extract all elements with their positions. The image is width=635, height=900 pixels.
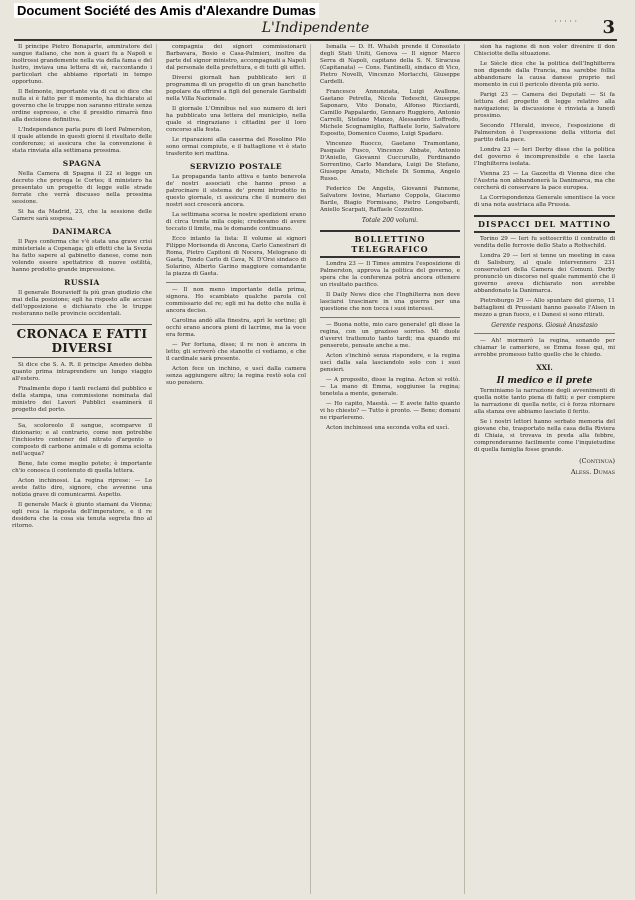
article-paragraph: Diversi giornali han pubblicato ieri il programma di un progetto di un gran banchetto popolare da offrirsi a figli del generale Garibaldi nella Villa Nazionale.: [166, 75, 306, 102]
feuilleton-paragraph: — Ah! mormorò la regina, sonando per chiamar le cameriere, se Emma fosse qui, mi avrebbe promesso tutto quello che le chiedo.: [474, 338, 615, 358]
chapter-number: XXI.: [536, 363, 553, 372]
article-paragraph: L'Independance parla pure di lord Palmerston, il quale attende in questi giorni il risultato delle conferenze; si assicura che la convenzione è stata rinviata alla settimana prossima.: [12, 127, 152, 154]
article-paragraph: Il principe Pietro Bonaparte, ammiratore del sangue italiano, che non à guari fu a Napoli e inoltrossi grandemente nella via della fama e del lustro, inviava una lettera di sè, raccontando i particolari che abbiamo riportati in tempo opportuno.: [12, 44, 152, 85]
divider: [320, 317, 460, 318]
section-heading-danimarca: DANIMARCA: [52, 227, 112, 236]
article-paragraph: Le riparazioni alla caserma del Rosolino Pilo sono ormai compiute, e il battaglione vi è stato trasferito ieri mattina.: [166, 137, 306, 157]
article-paragraph: Finalmente dopo i tanti reclami del pubblico e della stampa, una commissione nominata dal ministro dei Lavori Pubblici esaminerà il progetto del porto.: [12, 386, 152, 413]
article-paragraph: Si ha da Madrid, 23, che la sessione delle Camere sarà sospesa.: [12, 209, 152, 222]
article-paragraph: Vienna 23 — La Gazzetta di Vienna dice che l'Austria non abbandonerà la Danimarca, ma che cercherà di conservare la pace europea.: [474, 171, 615, 191]
subscriber-list: Ismaila — D. H. Whalsh prende il Consolato degli Stati Uniti, Genova — Il signor Marco Serra di Napoli, capitano della S. N. Siracusa (Capitanata) — Cons. Fantinelli, sindaco di Vico, Pietro Novelli, Vincenzo Morlacchi, Giuseppe Cardelli.: [320, 44, 460, 85]
article-paragraph: Il Pays conferma che v'è stata una grave crisi ministeriale a Copenaga; gli effetti che la Svezia ha fatto sapere al gabinetto danese, come non volendo essere spettatrice di nuove ostilità, hanno prodotto grande impressione.: [12, 239, 152, 273]
author-signature: Aless. Dumas: [570, 468, 615, 476]
feuilleton-paragraph: — Buona notte, mio caro generale! gli disse la regina, con un grazioso sorriso. Mi duole d'avervi trattenuto tanto tardi; ma quando mi penserete, pensate anche a me.: [320, 322, 460, 349]
column-1: [12, 44, 157, 894]
subscriber-list: Francesco Annunziata, Luigi Avallone, Gaetano Petrella, Nicola Tedeschi, Giuseppe Saponaro, Vito Donato, Alfonso Ricciardi, Camillo Pappalardo, Gennaro Ruggiero, Antonio Carrelli, Stefano Manzo, Alessandro Loffredo, Michele Scognamiglio, Raffaele Iorio, Salvatore Esposito, Domenico Cuomo, Luigi Spadaro.: [320, 89, 460, 137]
article-paragraph: sion ha ragione di non voler divenire il don Chisciotte della situazione.: [474, 44, 615, 57]
article-paragraph: Parigi 23 — Camera dei Deputati — Si fa lettura del progetto di legge relativo alla navigazione; la discussione è rinviata a lunedì prossimo.: [474, 92, 615, 119]
feuilleton-paragraph: Se i nostri lettori hanno serbato memoria del giovane che, trasportato nella casa della Riviera di Chiaia, si trovava in preda alla febbre, comprenderanno facilmente come l'inquietudine di quella famiglia fosse grande.: [474, 419, 615, 453]
column-3: [320, 44, 465, 894]
feuilleton-paragraph: Terminiamo la narrazione degli avvenimenti di quella notte tanto piena di fatti; e per compiere la narrazione di quella notte, ci è forza ritornare alla stanza ove abbiamo lasciato il ferito.: [474, 388, 615, 415]
document-watermark: Document Société des Amis d'Alexandre Dumas: [14, 3, 319, 18]
feuilleton-paragraph: Carolina andò alla finestra, aprì le sortine; gli occhi erano ancora pieni di lacrime, ma la voce era ferma.: [166, 318, 306, 338]
section-heading-cronaca: CRONACA E FATTI DIVERSI: [12, 324, 152, 358]
subscriber-list: Vincenzo Ruocco, Gaetano Tramontano, Pasquale Fusco, Vincenzo Abbate, Antonio D'Aniello, Giovanni Cuccurullo, Ferdinando Sorrentino, Carlo Mandara, Luigi De Stefano, Giuseppe Amato, Michele Di Somma, Angelo Russo.: [320, 141, 460, 182]
article-paragraph: La propaganda tanto attiva e tanto benevola de' nostri associati che hanno preso a patrocinare il sistema de' premi introdotto in questo giornale, ci assicura che il numero dei nostri soci crescerà ancora.: [166, 174, 306, 208]
article-paragraph: Il Belmonte, importante via di cui si dice che nulla si è fatto per il momento, ha dichiarato al governo che le truppe non saranno ritirate senza ordine espresso, e che il presidio rimarrà fino alla decisione definitiva.: [12, 89, 152, 123]
subscriber-list: Federico De Angelis, Giovanni Pannone, Salvatore Iovine, Mariano Coppola, Giacomo Barile, Biagio Formisano, Pietro Longobardi, Aniello Scarpati, Raffaele Cozzolino.: [320, 186, 460, 213]
subscriber-total: Totale 200 volumi.: [361, 217, 419, 224]
feuilleton-paragraph: — Il non meno importante della prima, signora. Ho scambiato qualche parola col commissario del re; egli mi ha detto che nulla è ancora deciso.: [166, 287, 306, 314]
divider: [166, 282, 306, 283]
section-heading-spagna: SPAGNA: [62, 159, 102, 168]
article-paragraph: Il giornale L'Omnibus nel suo numero di ieri ha pubblicato una lettera del municipio, nella quale si ringraziano i cittadini per il loro concorso alla festa.: [166, 106, 306, 133]
dispatch-paragraph: Il Daily News dice che l'Inghilterra non deve lasciarsi trascinare in una guerra per una questione che non tocca i suoi interessi.: [320, 292, 460, 312]
article-paragraph: La Corrispondenza Generale smentisce la voce di una nota austriaca alla Prussia.: [474, 195, 615, 208]
newspaper-page: [12, 44, 619, 894]
article-paragraph: Si dice che S. A. R. il principe Amedeo debba quanto prima intraprendere un lungo viaggio all'estero.: [12, 362, 152, 382]
feuilleton-paragraph: — A proposito, disse la regina. Acton si voltò. — La mano di Emma, soggiunse la regina; tenetela a mente, generale.: [320, 377, 460, 397]
feuilleton-paragraph: Acton inchinossi una seconda volta ed uscì.: [326, 425, 450, 431]
feuilleton-paragraph: — Ho capito, Maestà. — E avete fatto quanto vi ho chiesto? — Tutto è pronto. — Bene; domani ne riparleremo.: [320, 401, 460, 421]
feuilleton-paragraph: Acton fece un inchino, e uscì dalla camera senza aggiungere altro; la regina restò sola col suo pensiero.: [166, 366, 306, 386]
masthead: [14, 17, 617, 41]
gerente-line: Gerente respons. Giosuè Anastasio: [491, 322, 598, 329]
chapter-title: Il medico e il prete: [496, 376, 593, 386]
page-number: 3: [602, 17, 615, 38]
article-paragraph: La settimana scorsa le nostre spedizioni erano di circa trenta mila copie; credevamo di avere toccato il limite, ma le domande continuano.: [166, 212, 306, 232]
page-marks: · · · · ·: [554, 17, 577, 26]
feuilleton-paragraph: — Per fortuna, disse; il re non è ancora in letto; gli scriverò che stanotte ci vediamo, e che il cardinale sarà presente.: [166, 342, 306, 362]
feuilleton-paragraph: Il generale Mack è giunto stamani da Vienna; egli reca la risposta dell'imperatore, e il re desidera che la cosa sia tenuta segreta fino al ritorno.: [12, 502, 152, 529]
dispatch-paragraph: Torino 29 — Ieri fu sottoscritto il contratto di vendita delle ferrovie dello Stato a Rothschild.: [474, 236, 615, 249]
section-heading-russia: RUSSIA: [64, 278, 100, 287]
dispatch-paragraph: Londra 23 — Il Times ammira l'esposizione di Palmerston, approva la politica del governo, e spera che la conferenza potrà ancora ottenere un risultato pacifico.: [320, 261, 460, 288]
article-paragraph: Nella Camera di Spagna il 22 si legge un decreto che proroga le Cortes; il ministero ha presentato un progetto di legge sulle strade ferrate che verrà discusso nella prossima sessione.: [12, 171, 152, 205]
continua-label: (Continua): [579, 457, 615, 465]
article-paragraph: Secondo l'Herald, invece, l'esposizione di Palmerston è l'espressione della vittoria del partito della pace.: [474, 123, 615, 143]
column-2: [166, 44, 311, 894]
feuilleton-paragraph: Acton s'inchinò senza rispondere, e la regina uscì dalla sala lasciandolo solo con i suoi pensieri.: [320, 353, 460, 373]
feuilleton-paragraph: Bene, fate come meglio potete; è importante ch'io conosca il contenuto di quella lettera.: [12, 461, 152, 474]
feuilleton-paragraph: Acton inchinossi. La regina riprese: — Lo avete fatto dire, signore, che avvenne una notizia grave di comunicarmi. Aspetto.: [12, 478, 152, 498]
dispatch-paragraph: Londra 29 — Ieri si tenne un meeting in casa di Salisbury, al quale intervennero 231 conservatori della Camera dei Comuni. Derby pronunciò un discorso nel quale rammentò che il governo aveva dichiarato non avrebbe abbandonato la Danimarca.: [474, 253, 615, 294]
section-heading-servizio-postale: SERVIZIO POSTALE: [189, 162, 283, 171]
article-paragraph: compagnia dei signori commissionarii Barbavara, Bosio e Casa-Palmieri, inoltre da parte del signor ministro, accompagnati a Napoli dal personale della prefettura, e di tutti gli uffici.: [166, 44, 306, 71]
section-heading-dispacci: DISPACCI DEL MATTINO: [474, 215, 615, 233]
divider: [474, 333, 615, 334]
dispatch-paragraph: Pietroburgo 29 — Allo spuntare del giorno, 11 battaglioni di Prussiani hanno passato l'Alsen in mezzo a gran fuoco, e i Danesi si sono ritirati.: [474, 298, 615, 318]
article-paragraph: Il generale Bouravieff fa più gran giudizio che mai della posizione; egli ha risposto alle accuse dell'opposizione e dichiarato che le truppe resteranno nelle provincie occidentali.: [12, 290, 152, 317]
article-paragraph: Londra 23 — Ieri Derby disse che la politica del governo è incomprensibile e che lascia l'Inghilterra isolata.: [474, 147, 615, 167]
column-4: [474, 44, 619, 894]
section-heading-bollettino: BOLLETTINO TELEGRAFICO: [320, 230, 460, 258]
feuilleton-paragraph: Sa, scoloreolo il sangue, scomparve il dizionario; e al contrario, come non potrebbe l'inchiostro contener del nitrato d'argento o composto di carbone animale e di gomma sciolta nell'acqua?: [12, 423, 152, 457]
divider: [12, 418, 152, 419]
article-paragraph: Le Siècle dice che la politica dell'Inghilterra non dipende dalla Francia, ma sarebbe follia abbandonare la causa danese proprio nel momento in cui il pericolo diventa più serio.: [474, 61, 615, 88]
newspaper-title: L'Indipendente: [261, 20, 370, 36]
article-paragraph: Ecco intanto la lista: Il volume ai signori Filippo Morisonda di Ancona, Carlo Canestrari di Roma, Pietro Capitoni di Nocera, Melograno di Gaeta, Tondo Carlo di Cava, N. D'Orsi sindaco di Solarino, Alberto Garino maggiore comandante la piazza di Gaeta.: [166, 236, 306, 277]
